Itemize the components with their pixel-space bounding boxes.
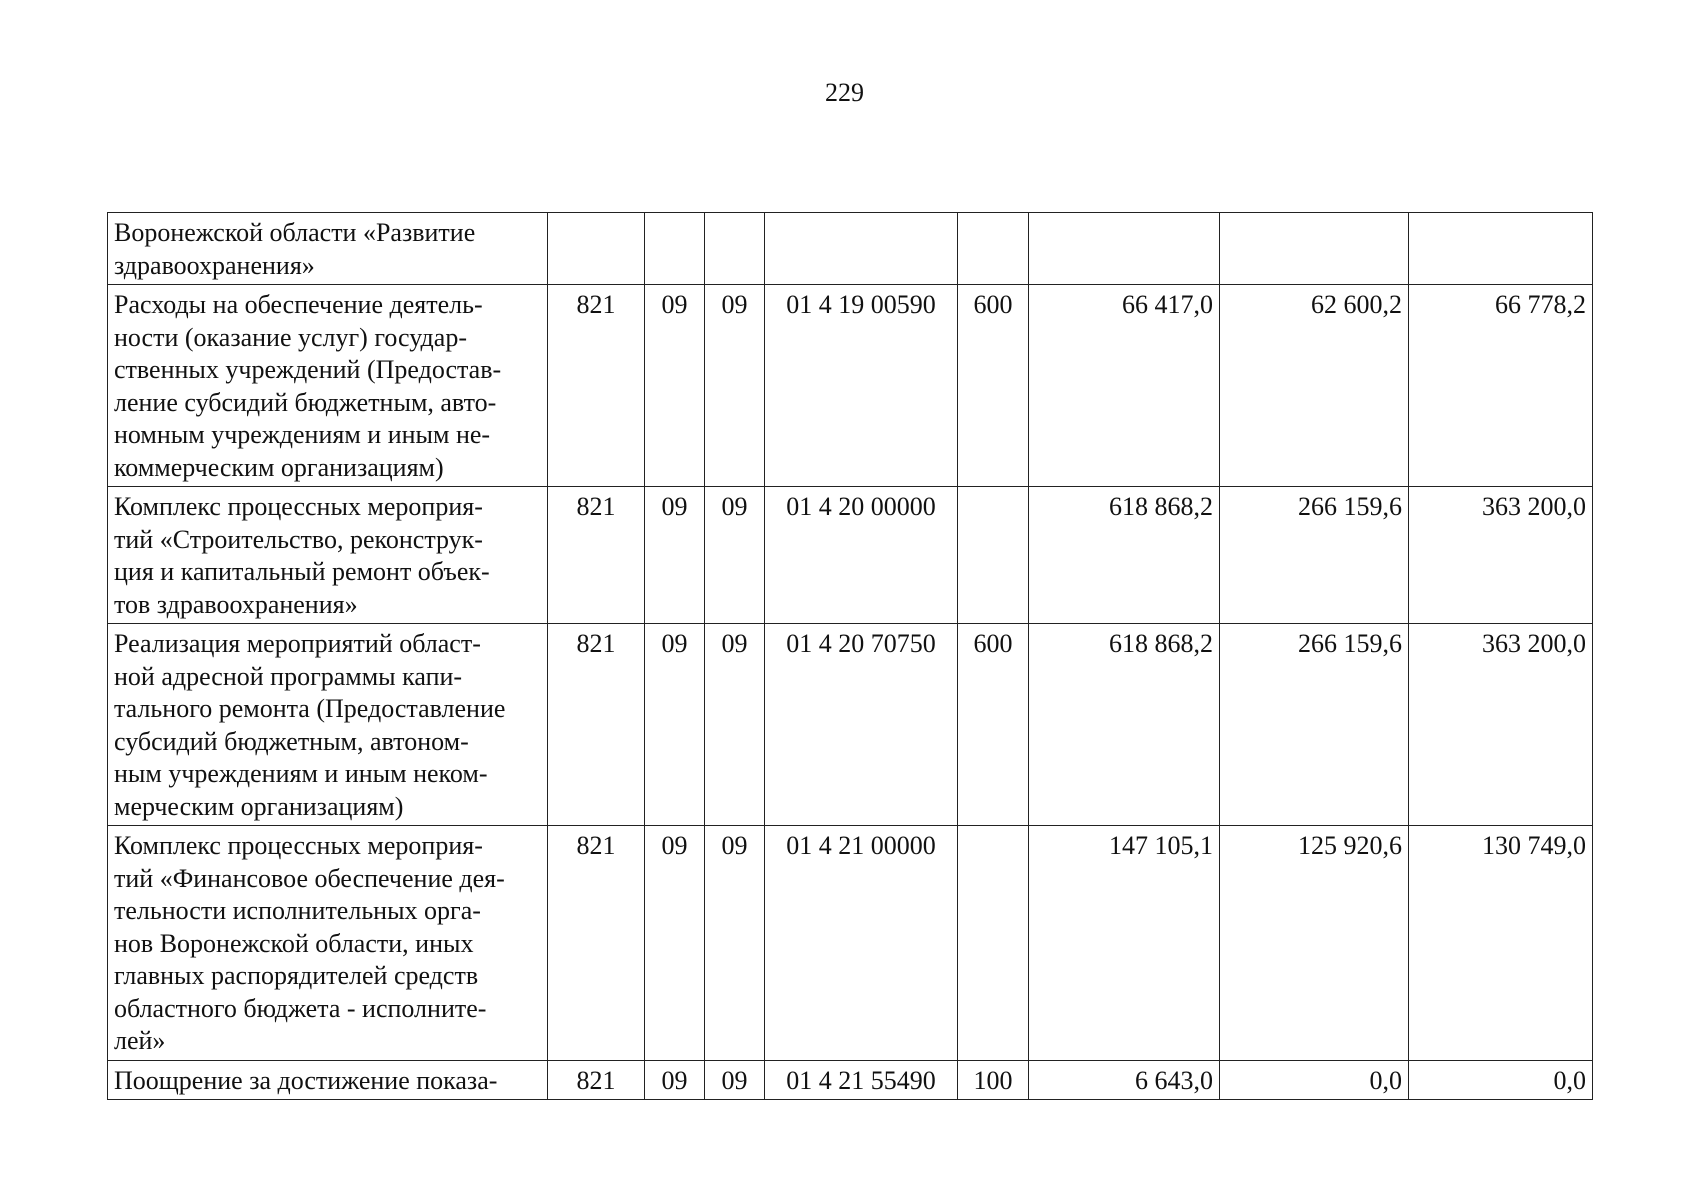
name-line: областного бюджета - исполните- bbox=[114, 993, 487, 1023]
cell-sum-3: 66 778,2 bbox=[1409, 285, 1593, 487]
name-line: ственных учреждений (Предостав- bbox=[114, 355, 502, 384]
cell-grbs: 821 bbox=[548, 624, 645, 826]
cell-csr: 01 4 19 00590 bbox=[765, 285, 958, 487]
cell-rz: 09 bbox=[645, 487, 705, 624]
name-line: субсидий бюджетным, автоном- bbox=[114, 726, 469, 756]
page-number: 229 bbox=[825, 78, 864, 107]
name-line: Поощрение за достижение показа- bbox=[114, 1065, 498, 1095]
cell-vr: 100 bbox=[958, 1060, 1029, 1100]
cell-vr bbox=[958, 487, 1029, 624]
cell-sum-3: 363 200,0 bbox=[1409, 487, 1593, 624]
cell-sum-1: 618 868,2 bbox=[1029, 487, 1220, 624]
cell-sum-3: 0,0 bbox=[1409, 1060, 1593, 1100]
name-line: лей» bbox=[114, 1026, 166, 1055]
name-line: ление субсидий бюджетным, авто- bbox=[114, 387, 497, 417]
cell-vr: 600 bbox=[958, 285, 1029, 487]
cell-name bbox=[108, 624, 548, 826]
cell-csr: 01 4 20 70750 bbox=[765, 624, 958, 826]
cell-csr: 01 4 21 00000 bbox=[765, 826, 958, 1061]
cell-sum-3: 130 749,0 bbox=[1409, 826, 1593, 1061]
name-line: коммерческим организациям) bbox=[114, 452, 444, 482]
table-row bbox=[108, 213, 1593, 285]
table-body bbox=[108, 213, 1593, 1100]
name-line: ным учреждениям и иным неком- bbox=[114, 759, 488, 788]
cell-sum-3 bbox=[1409, 213, 1593, 285]
cell-sum-2 bbox=[1220, 213, 1409, 285]
cell-sum-2: 0,0 bbox=[1220, 1060, 1409, 1100]
table-row bbox=[108, 624, 1593, 826]
name-line: тального ремонта (Предоставление bbox=[114, 694, 506, 723]
cell-rz: 09 bbox=[645, 1060, 705, 1100]
name-line: Комплекс процессных мероприя- bbox=[114, 831, 483, 860]
cell-pr: 09 bbox=[705, 285, 765, 487]
cell-sum-2: 266 159,6 bbox=[1220, 487, 1409, 624]
cell-pr bbox=[705, 213, 765, 285]
cell-sum-1: 618 868,2 bbox=[1029, 624, 1220, 826]
cell-csr bbox=[765, 213, 958, 285]
table-row bbox=[108, 1060, 1593, 1100]
cell-vr bbox=[958, 826, 1029, 1061]
cell-rz: 09 bbox=[645, 624, 705, 826]
cell-grbs bbox=[548, 213, 645, 285]
cell-rz bbox=[645, 213, 705, 285]
cell-pr: 09 bbox=[705, 624, 765, 826]
cell-grbs: 821 bbox=[548, 487, 645, 624]
name-line: номным учреждениям и иным не- bbox=[114, 420, 491, 449]
table-row bbox=[108, 826, 1593, 1061]
name-line: нов Воронежской области, иных bbox=[114, 928, 474, 958]
name-line: тельности исполнительных орга- bbox=[114, 896, 481, 925]
name-line: ной адресной программы капи- bbox=[114, 661, 463, 691]
cell-pr: 09 bbox=[705, 826, 765, 1061]
name-line: Комплекс процессных мероприя- bbox=[114, 492, 483, 521]
cell-sum-2: 266 159,6 bbox=[1220, 624, 1409, 826]
cell-csr: 01 4 21 55490 bbox=[765, 1060, 958, 1100]
cell-sum-3: 363 200,0 bbox=[1409, 624, 1593, 826]
cell-vr: 600 bbox=[958, 624, 1029, 826]
name-line: главных распорядителей средств bbox=[114, 961, 479, 990]
name-line: мерческим организациям) bbox=[114, 791, 404, 821]
cell-rz: 09 bbox=[645, 285, 705, 487]
cell-name bbox=[108, 487, 548, 624]
cell-csr: 01 4 20 00000 bbox=[765, 487, 958, 624]
name-line: тий «Финансовое обеспечение дея- bbox=[114, 863, 505, 893]
name-line: ности (оказание услуг) государ- bbox=[114, 322, 467, 352]
cell-sum-1: 66 417,0 bbox=[1029, 285, 1220, 487]
budget-table bbox=[107, 212, 1593, 1100]
name-line: здравоохранения» bbox=[114, 250, 315, 280]
cell-grbs: 821 bbox=[548, 826, 645, 1061]
name-line: тий «Строительство, реконструк- bbox=[114, 524, 483, 554]
name-line: ция и капитальный ремонт объек- bbox=[114, 557, 490, 586]
cell-grbs: 821 bbox=[548, 285, 645, 487]
table-row bbox=[108, 487, 1593, 624]
cell-pr: 09 bbox=[705, 1060, 765, 1100]
cell-sum-2: 62 600,2 bbox=[1220, 285, 1409, 487]
cell-sum-1: 147 105,1 bbox=[1029, 826, 1220, 1061]
cell-pr: 09 bbox=[705, 487, 765, 624]
cell-sum-2: 125 920,6 bbox=[1220, 826, 1409, 1061]
cell-grbs: 821 bbox=[548, 1060, 645, 1100]
cell-name bbox=[108, 826, 548, 1061]
cell-sum-1: 6 643,0 bbox=[1029, 1060, 1220, 1100]
name-line: тов здравоохранения» bbox=[114, 589, 358, 619]
cell-name bbox=[108, 1060, 548, 1100]
table-row bbox=[108, 285, 1593, 487]
cell-rz: 09 bbox=[645, 826, 705, 1061]
name-line: Воронежской области «Развитие bbox=[114, 218, 476, 247]
name-line: Реализация мероприятий област- bbox=[114, 629, 481, 658]
cell-vr bbox=[958, 213, 1029, 285]
cell-sum-1 bbox=[1029, 213, 1220, 285]
cell-name bbox=[108, 213, 548, 285]
cell-name bbox=[108, 285, 548, 487]
name-line: Расходы на обеспечение деятель- bbox=[114, 290, 483, 319]
